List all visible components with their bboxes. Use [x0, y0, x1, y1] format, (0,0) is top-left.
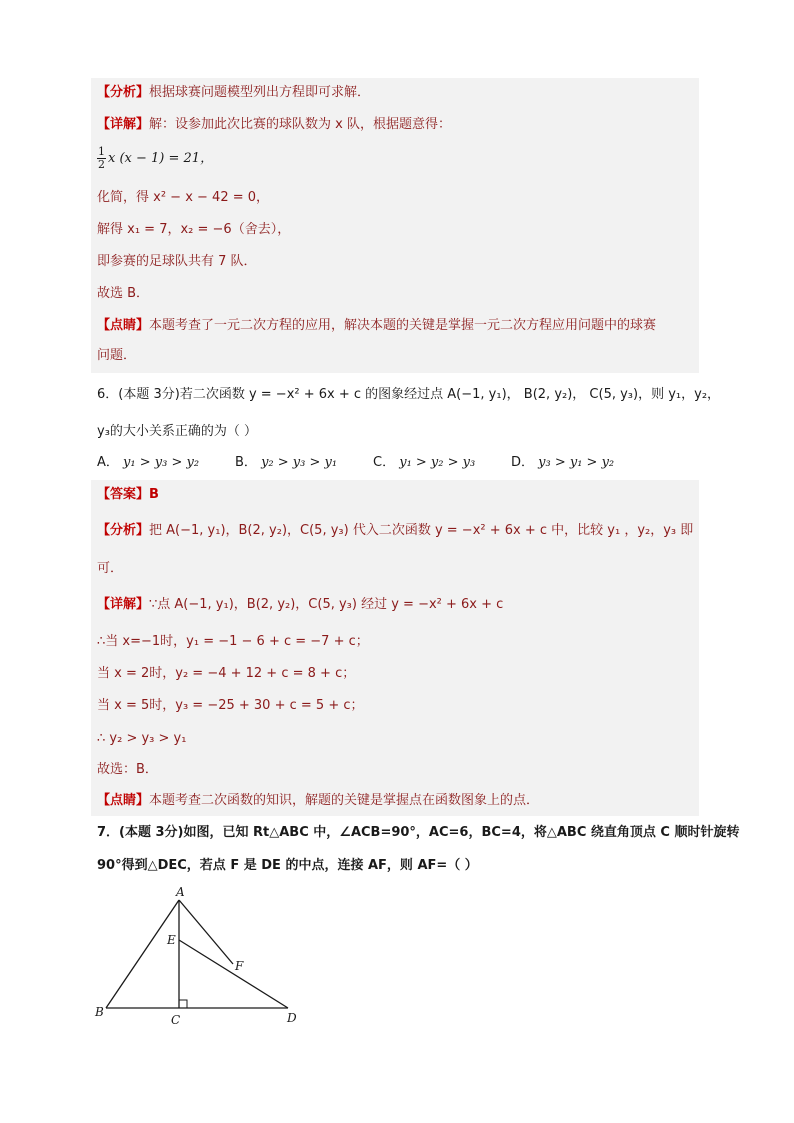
- q7-figure: [90, 880, 320, 1030]
- comment-line-1: 本题考查了一元二次方程的应用，解决本题的关键是掌握一元二次方程应用问题中的球赛: [149, 318, 657, 333]
- q6-stem-line-1: 6．(本题 3分)若二次函数 y = −x² + 6x + c 的图象经过点 A(−1, y₁)， B(2, y₂)， C(5, y₃)，则 y₁，y₂，: [97, 387, 721, 402]
- comment-text: 本题考查二次函数的知识，解题的关键是掌握点在函数图象上的点．: [149, 793, 540, 808]
- q6-option-c[interactable]: [373, 453, 475, 473]
- label-d: D: [287, 1011, 297, 1025]
- fraction-denominator: 2: [98, 158, 105, 171]
- q6-analysis: [97, 521, 693, 541]
- q6-comment: [97, 791, 539, 811]
- label-b: B: [95, 1005, 104, 1019]
- analysis-text: 根据球赛问题模型列出方程即可求解．: [149, 85, 371, 100]
- answer-tag: 【答案】: [97, 487, 150, 502]
- prev-detail: [97, 115, 451, 135]
- option-text: y₃ > y₁ > y₂: [538, 455, 615, 470]
- detail-tag: 【详解】: [97, 117, 150, 132]
- equation-1: [97, 146, 213, 176]
- q6-step-3: 当 x = 5时，y₃ = −25 + 30 + c = 5 + c；: [97, 698, 364, 713]
- equation-1-rest: x (x − 1) = 21，: [108, 151, 214, 166]
- detail-tag: 【详解】: [97, 597, 150, 612]
- q6-step-1: ∴当 x=−1时，y₁ = −1 − 6 + c = −7 + c；: [97, 634, 369, 649]
- option-label: B．: [235, 455, 257, 470]
- label-a: A: [176, 885, 185, 899]
- segment-ab: [106, 900, 179, 1008]
- option-text: y₁ > y₂ > y₃: [399, 455, 476, 470]
- simplify-line: 化简，得 x² − x − 42 = 0，: [97, 190, 270, 205]
- q6-choose: 故选：B．: [97, 762, 158, 777]
- q7-stem-line-2: 90°得到△DEC，若点 F 是 DE 的中点，连接 AF，则 AF=（ ）: [97, 858, 478, 873]
- option-text: y₂ > y₃ > y₁: [261, 455, 338, 470]
- label-e: E: [167, 933, 176, 947]
- q6-option-b[interactable]: [235, 453, 337, 473]
- fraction-numerator: 1: [98, 145, 105, 158]
- segment-ed: [179, 940, 288, 1008]
- segment-af: [179, 900, 233, 964]
- q6-option-d[interactable]: [511, 453, 614, 473]
- option-text: y₁ > y₃ > y₂: [123, 455, 200, 470]
- right-angle-mark: [179, 1000, 187, 1008]
- comment-tag: 【点睛】: [97, 793, 150, 808]
- q6-detail: [97, 595, 503, 615]
- analysis-line-1: 把 A(−1, y₁)，B(2, y₂)，C(5, y₃) 代入二次函数 y = −x² + 6x + c 中，比较 y₁ ，y₂，y₃ 即: [149, 523, 694, 538]
- analysis-tag: 【分析】: [97, 85, 150, 100]
- option-label: C．: [373, 455, 396, 470]
- q6-step-2: 当 x = 2时，y₂ = −4 + 12 + c = 8 + c；: [97, 666, 356, 681]
- label-c: C: [171, 1013, 181, 1027]
- q6-step-4: ∴ y₂ > y₃ > y₁: [97, 731, 187, 746]
- fraction-half: [97, 146, 106, 171]
- option-label: A．: [97, 455, 119, 470]
- comment-tag: 【点睛】: [97, 318, 150, 333]
- detail-text: ∵点 A(−1, y₁)，B(2, y₂)，C(5, y₃) 经过 y = −x² + 6x + c: [149, 597, 504, 612]
- q6-answer: [97, 485, 159, 505]
- conclusion-line: 即参赛的足球队共有 7 队．: [97, 254, 257, 269]
- label-f: F: [235, 959, 244, 973]
- detail-text: 解：设参加此次比赛的球队数为 x 队，根据题意得：: [149, 117, 451, 132]
- q7-stem-line-1: 7．(本题 3分)如图，已知 Rt△ABC 中，∠ACB=90°，AC=6，BC=4，将△ABC 绕直角顶点 C 顺时针旋转: [97, 825, 740, 840]
- answer-text: B: [149, 487, 159, 502]
- prev-analysis: [97, 83, 370, 103]
- q6-stem-line-2: y₃的大小关系正确的为（ ）: [97, 424, 258, 439]
- comment-line-2: 问题．: [97, 348, 137, 363]
- option-label: D．: [511, 455, 535, 470]
- q6-option-a[interactable]: [97, 453, 199, 473]
- prev-comment: [97, 316, 656, 336]
- analysis-tag: 【分析】: [97, 523, 150, 538]
- choose-line: 故选 B．: [97, 286, 150, 301]
- solve-line: 解得 x₁ = 7，x₂ = −6（舍去），: [97, 222, 291, 237]
- q6-analysis-line-2: 可．: [97, 561, 124, 576]
